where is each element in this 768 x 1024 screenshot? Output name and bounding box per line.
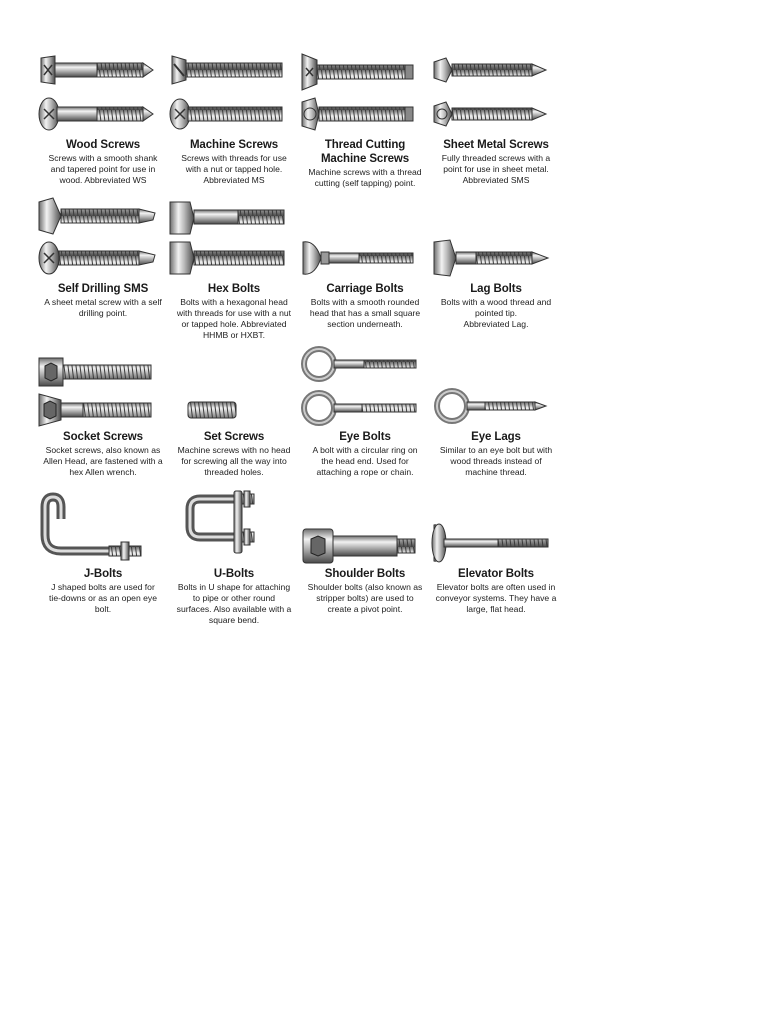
card-lag-bolts <box>428 196 564 330</box>
set-screws-description: Machine screws with no head for screwing all the way into threaded holes. <box>177 445 291 477</box>
sheet-metal-illustration <box>428 50 564 138</box>
machine-screws-illustration <box>166 50 302 138</box>
socket-screws-illustration <box>35 342 171 430</box>
hex-bolt-partial-thread <box>170 202 284 234</box>
card-shoulder-bolts <box>297 487 433 615</box>
j-bolts-description: J shaped bolts are used for tie-downs or as an open eye bolt. <box>49 582 157 614</box>
card-hex-bolts <box>166 196 302 341</box>
carriage-bolts-title: Carriage Bolts <box>326 283 404 295</box>
wood-screw-flat-head <box>41 56 153 84</box>
sheet-metal-title: Sheet Metal Screws <box>443 139 549 151</box>
shoulder-bolts-illustration <box>297 487 433 567</box>
self-drilling-title: Self Drilling SMS <box>57 283 149 295</box>
wood-screws-illustration <box>35 50 171 138</box>
u-bolts-description: Bolts in U shape for attaching to pipe or other round surfaces. Also available with a square bend. <box>176 582 292 625</box>
shoulder-bolts-title: Shoulder Bolts <box>324 568 406 580</box>
eye-lags-description: Similar to an eye bolt but with wood threads instead of machine thread. <box>439 445 553 477</box>
u-bolts-title: U-Bolts <box>213 568 255 580</box>
card-eye-lags <box>428 342 564 478</box>
lag-bolts-description: Bolts with a wood thread and pointed tip. Abbreviated Lag. <box>440 297 552 329</box>
hex-bolts-illustration <box>166 196 302 282</box>
self-drilling-illustration <box>35 196 171 282</box>
card-self-drilling <box>35 196 171 319</box>
elevator-bolt <box>432 524 548 562</box>
hex-bolts-description: Bolts with a hexagonal head with threads for use with a nut or tapped hole. Abbreviated HHMB or HXBT. <box>176 297 292 340</box>
card-elevator-bolts <box>428 487 564 615</box>
thread-cutting-title: Thread Cutting Machine Screws <box>320 139 410 165</box>
card-carriage-bolts <box>297 196 433 330</box>
socket-cap-screw <box>39 358 151 386</box>
carriage-bolts-illustration <box>297 196 433 282</box>
card-eye-bolts <box>297 342 433 478</box>
eye-bolt-short-thread <box>304 349 416 379</box>
eye-lag <box>437 391 546 421</box>
lag-bolts-illustration <box>428 196 564 282</box>
j-bolts-illustration <box>35 487 171 567</box>
lag-bolt <box>434 240 548 276</box>
card-set-screws <box>166 342 302 478</box>
eye-bolts-illustration <box>297 342 433 430</box>
j-bolts-title: J-Bolts <box>83 568 123 580</box>
hex-bolts-title: Hex Bolts <box>207 283 261 295</box>
card-sheet-metal <box>428 50 564 186</box>
eye-lags-title: Eye Lags <box>471 431 521 443</box>
card-j-bolts <box>35 487 171 615</box>
eye-bolts-description: A bolt with a circular ring on the head end. Used for attaching a rope or chain. <box>312 445 418 477</box>
card-thread-cutting <box>297 50 433 189</box>
hex-bolt-full-thread <box>170 242 284 274</box>
set-screw <box>188 402 236 418</box>
eye-lags-illustration <box>428 342 564 430</box>
set-screws-title: Set Screws <box>203 431 265 443</box>
eye-bolts-title: Eye Bolts <box>339 431 391 443</box>
thread-cutting-hex-head <box>302 98 413 130</box>
shoulder-bolt <box>303 529 415 563</box>
elevator-bolts-illustration <box>428 487 564 567</box>
machine-screw-round-head <box>170 99 282 129</box>
eye-bolt-long-thread <box>304 393 416 423</box>
card-socket-screws <box>35 342 171 478</box>
sheet-metal-hex-head-1 <box>434 58 546 82</box>
socket-screws-description: Socket screws, also known as Allen Head, are fastened with a hex Allen wrench. <box>43 445 163 477</box>
j-bolt <box>45 497 141 560</box>
wood-screw-oval-head <box>39 98 153 130</box>
elevator-bolts-title: Elevator Bolts <box>458 568 534 580</box>
socket-flat-head-screw <box>39 394 151 426</box>
sheet-metal-description: Fully threaded screws with a point for use in sheet metal. Abbreviated SMS <box>441 153 551 185</box>
self-drilling-round-head <box>39 242 155 274</box>
lag-bolts-title: Lag Bolts <box>470 283 522 295</box>
carriage-bolt <box>303 242 413 274</box>
thread-cutting-illustration <box>297 50 433 138</box>
machine-screws-title: Machine Screws <box>189 139 279 151</box>
carriage-bolts-description: Bolts with a smooth rounded head that has a small square section underneath. <box>309 297 421 329</box>
sheet-metal-hex-head-2 <box>434 102 546 126</box>
wood-screws-title: Wood Screws <box>65 139 141 151</box>
card-wood-screws <box>35 50 171 186</box>
wood-screws-description: Screws with a smooth shank and tapered point for use in wood. Abbreviated WS <box>48 153 158 185</box>
thread-cutting-flat-head <box>302 54 413 90</box>
shoulder-bolts-description: Shoulder bolts (also known as stripper bolts) are used to create a pivot point. <box>307 582 423 614</box>
self-drilling-description: A sheet metal screw with a self drilling point. <box>44 297 162 318</box>
socket-screws-title: Socket Screws <box>63 431 143 443</box>
machine-screw-flat-head <box>172 56 282 84</box>
card-machine-screws <box>166 50 302 186</box>
u-bolt <box>190 491 254 553</box>
machine-screws-description: Screws with threads for use with a nut or tapped hole. Abbreviated MS <box>181 153 287 185</box>
card-u-bolts <box>166 487 302 626</box>
elevator-bolts-description: Elevator bolts are often used in conveyor systems. They have a large, flat head. <box>435 582 557 614</box>
thread-cutting-description: Machine screws with a thread cutting (self tapping) point. <box>308 167 422 188</box>
self-drilling-hex-head <box>39 198 155 234</box>
u-bolts-illustration <box>166 487 302 567</box>
set-screws-illustration <box>166 342 302 430</box>
